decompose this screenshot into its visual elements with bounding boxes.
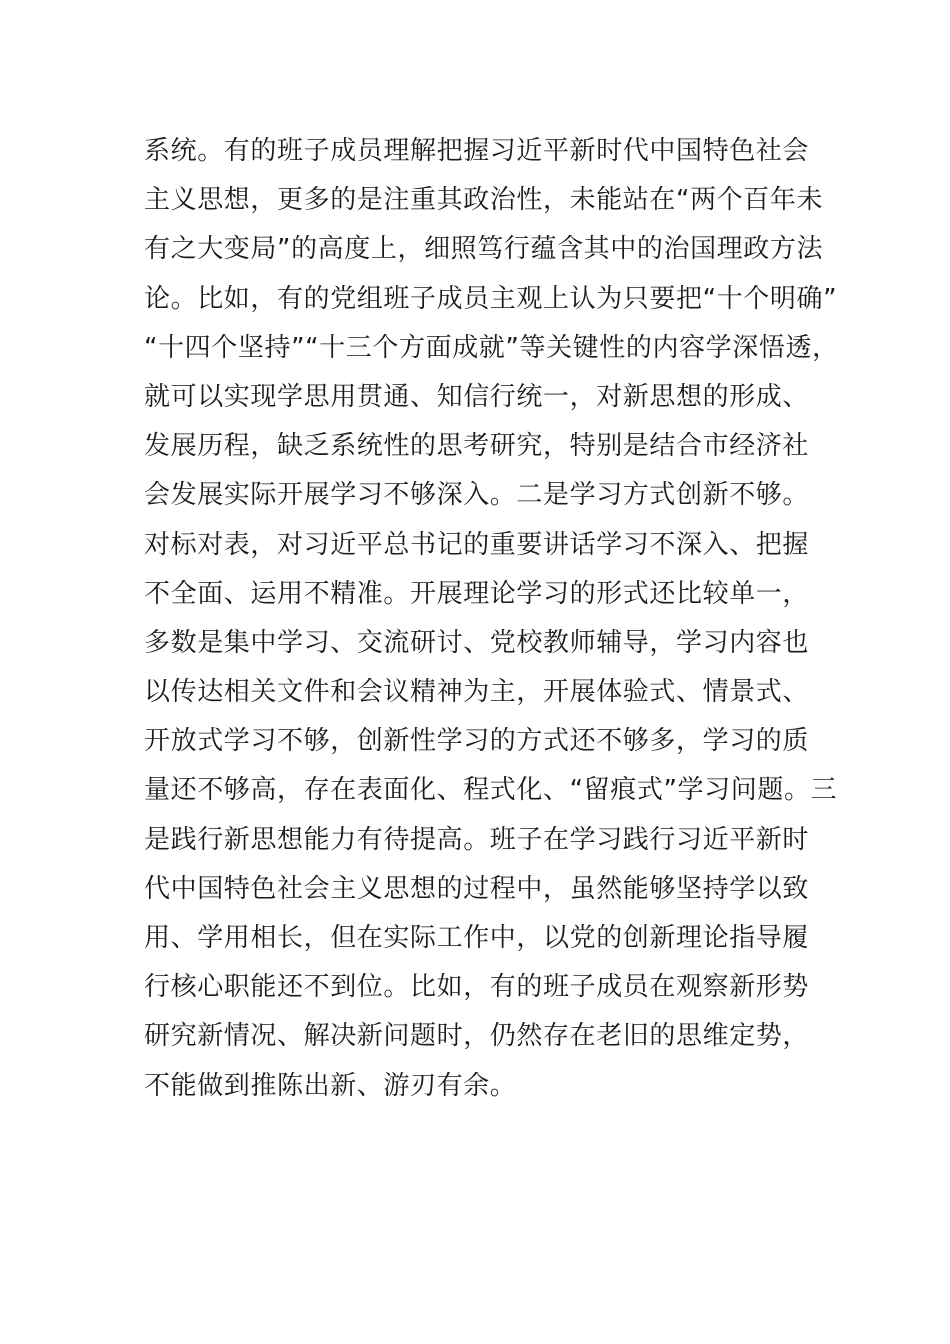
text-line: “十四个坚持”“十三个方面成就”等关键性的内容学深悟透， [144, 332, 839, 363]
text-line: 不能做到推陈出新、游刃有余。 [144, 1070, 517, 1101]
text-line: 用、学用相长，但在实际工作中，以党的创新理论指导履 [144, 923, 810, 953]
text-line: 以传达相关文件和会议精神为主，开展体验式、情景式、 [144, 677, 810, 708]
text-line: 会发展实际开展学习不够深入。二是学习方式创新不够。 [144, 480, 810, 511]
text-line: 对标对表，对习近平总书记的重要讲话学习不深入、把握 [144, 529, 810, 560]
text-line: 有之大变局”的高度上，细照笃行蕴含其中的治国理政方法 [144, 234, 824, 265]
text-line: 不全面、运用不精准。开展理论学习的形式还比较单一， [144, 578, 810, 609]
text-line: 多数是集中学习、交流研讨、党校教师辅导，学习内容也 [144, 627, 810, 658]
text-line: 主义思想，更多的是注重其政治性，未能站在“两个百年未 [144, 185, 824, 216]
text-line: 是践行新思想能力有待提高。班子在学习践行习近平新时 [144, 824, 810, 855]
text-line: 量还不够高，存在表面化、程式化、“留痕式”学习问题。三 [144, 775, 838, 806]
text-line: 代中国特色社会主义思想的过程中，虽然能够坚持学以致 [144, 873, 810, 904]
text-line: 论。比如，有的党组班子成员主观上认为只要把“十个明确” [144, 283, 838, 314]
body-paragraph [144, 127, 839, 1111]
text-line: 开放式学习不够，创新性学习的方式还不够多，学习的质 [144, 726, 810, 757]
text-line: 发展历程，缺乏系统性的思考研究，特别是结合市经济社 [144, 431, 810, 462]
text-line: 系统。有的班子成员理解把握习近平新时代中国特色社会 [144, 136, 810, 166]
text-line: 行核心职能还不到位。比如，有的班子成员在观察新形势 [144, 972, 810, 1003]
text-line: 研究新情况、解决新问题时，仍然存在老旧的思维定势， [144, 1021, 810, 1052]
text-line: 就可以实现学思用贯通、知信行统一，对新思想的形成、 [144, 381, 810, 412]
